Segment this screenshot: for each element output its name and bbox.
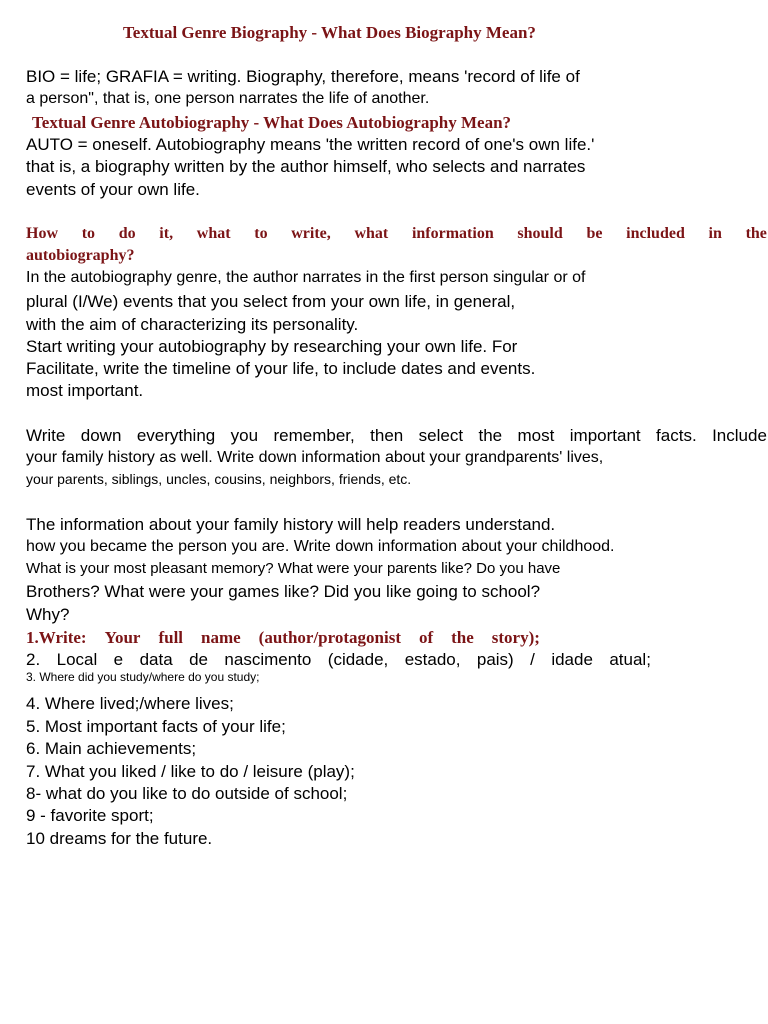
how-line-1: In the autobiography genre, the author narrates in the first person singular or of <box>26 269 586 286</box>
word: full <box>158 628 184 647</box>
word: what <box>196 225 231 242</box>
auto-line-2: that is, a biography written by the author himself, who selects and narrates <box>26 157 586 176</box>
word: included <box>626 225 685 242</box>
family-line-2: how you became the person you are. Write down information about your childhood. <box>26 538 615 555</box>
word: to <box>81 225 96 242</box>
word: Write <box>26 426 66 445</box>
word: what <box>354 225 389 242</box>
word: in <box>708 225 722 242</box>
word: pais) <box>476 650 514 669</box>
family-line-1: The information about your family history will help readers understand. <box>26 515 556 534</box>
word: 2. <box>26 650 41 669</box>
word: remember, <box>273 426 355 445</box>
write-line-3: your parents, siblings, uncles, cousins, neighbors, friends, etc. <box>26 471 412 487</box>
word: Include <box>712 426 767 445</box>
word: write, <box>291 225 331 242</box>
word: information <box>411 225 494 242</box>
word: data <box>139 650 173 669</box>
auto-line-1: AUTO = oneself. Autobiography means 'the written record of one's own life.' <box>26 135 595 154</box>
item-1 <box>26 629 540 646</box>
word: then <box>370 426 404 445</box>
word: e <box>113 650 124 669</box>
word: do <box>118 225 136 242</box>
word: should <box>517 225 563 242</box>
word: idade <box>551 650 593 669</box>
auto-line-3: events of your own life. <box>26 180 200 199</box>
bio-line-1: BIO = life; GRAFIA = writing. Biography, therefore, means 'record of life of <box>26 67 580 86</box>
family-line-5: Why? <box>26 605 70 624</box>
word: story); <box>491 628 540 647</box>
bio-line-2: a person", that is, one person narrates the life of another. <box>26 90 430 107</box>
word: to <box>254 225 268 242</box>
word: atual; <box>609 650 651 669</box>
word: you <box>230 426 259 445</box>
autobiography-heading: Textual Genre Autobiography - What Does Autobiography Mean? <box>32 113 512 132</box>
item-3: 3. Where did you study/where do you study; <box>26 670 260 684</box>
word: of <box>418 628 434 647</box>
how-line-4: Start writing your autobiography by researching your own life. For <box>26 337 518 356</box>
word: the <box>745 225 767 242</box>
how-line-5: Facilitate, write the timeline of your life, to include dates and events. <box>26 359 536 378</box>
word: de <box>189 650 208 669</box>
word: / <box>530 650 535 669</box>
word: (cidade, <box>327 650 389 669</box>
word: be <box>586 225 603 242</box>
word: How <box>26 225 58 242</box>
word: the <box>451 628 474 647</box>
page-title: Textual Genre Biography - What Does Biography Mean? <box>123 23 536 42</box>
word: important <box>569 426 641 445</box>
item-6: 6. Main achievements; <box>26 739 197 758</box>
word: facts. <box>656 426 697 445</box>
word: estado, <box>404 650 461 669</box>
word: Local <box>56 650 98 669</box>
word: Your <box>104 628 141 647</box>
item-8: 8- what do you like to do outside of school; <box>26 784 348 803</box>
word: nascimento <box>224 650 312 669</box>
item-9: 9 - favorite sport; <box>26 806 154 825</box>
word: everything <box>136 426 216 445</box>
word: name <box>201 628 241 647</box>
word: down <box>80 426 122 445</box>
item-2 <box>26 651 651 668</box>
item-5: 5. Most important facts of your life; <box>26 717 286 736</box>
how-heading <box>26 226 767 242</box>
how-line-6: most important. <box>26 381 144 400</box>
word: 1.Write: <box>26 628 87 647</box>
family-line-3: What is your most pleasant memory? What were your parents like? Do you have <box>26 560 561 577</box>
word: it, <box>159 225 174 242</box>
item-4: 4. Where lived;/where lives; <box>26 694 234 713</box>
word: (author/protagonist <box>258 628 401 647</box>
write-line-2: your family history as well. Write down information about your grandparents' lives, <box>26 449 604 466</box>
word: the <box>478 426 503 445</box>
write-line-1 <box>26 427 767 444</box>
item-10: 10 dreams for the future. <box>26 829 213 848</box>
item-7: 7. What you liked / like to do / leisure (play); <box>26 762 355 781</box>
how-heading-end: autobiography? <box>26 247 135 264</box>
how-line-3: with the aim of characterizing its personality. <box>26 315 359 334</box>
word: most <box>517 426 555 445</box>
word: select <box>418 426 464 445</box>
family-line-4: Brothers? What were your games like? Did you like going to school? <box>26 582 541 601</box>
how-line-2: plural (I/We) events that you select from your own life, in general, <box>26 292 516 311</box>
